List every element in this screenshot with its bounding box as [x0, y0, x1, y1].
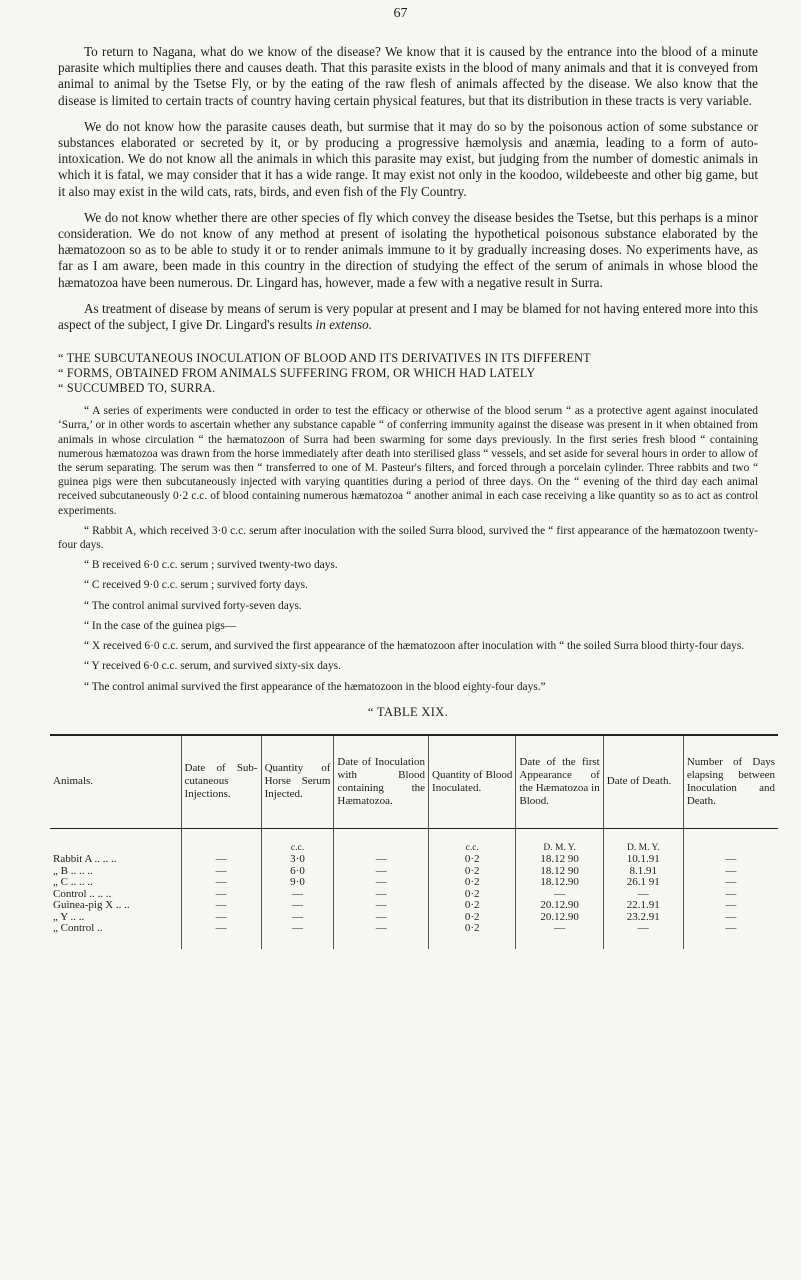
heading-line: “ THE SUBCUTANEOUS INOCULATION OF BLOOD AND ITS DERIVATIVES IN ITS DIFFERENT: [58, 351, 591, 366]
column-header: Quantity of Horse Serum Injected.: [261, 735, 334, 829]
table-row: [50, 877, 778, 889]
table-cell: —: [181, 912, 261, 924]
table-cell: 18.12.90: [516, 877, 603, 889]
in-extenso-italic: in extenso.: [315, 317, 373, 333]
table-units-row: [50, 828, 778, 854]
table-cell: —: [334, 854, 429, 866]
paragraph-in-extenso: [58, 301, 758, 333]
table-cell: 0·2: [429, 900, 516, 912]
column-header: Date of Sub-cutaneous Injections.: [181, 735, 261, 829]
table-cell: 9·0: [261, 877, 334, 889]
table-cell: 20.12.90: [516, 912, 603, 924]
table-row: [50, 889, 778, 901]
table-cell: —: [181, 889, 261, 901]
table-row: [50, 854, 778, 866]
table-cell: —: [181, 854, 261, 866]
table-cell: —: [683, 877, 778, 889]
page-number: 67: [393, 6, 408, 21]
table-cell: —: [683, 912, 778, 924]
table-cell: —: [261, 889, 334, 901]
table-cell: 3·0: [261, 854, 334, 866]
table-cell: —: [683, 900, 778, 912]
table-cell: 0·2: [429, 889, 516, 901]
quote-paragraph: “ A series of experiments were conducted in order to test the efficacy or otherwise of the blood serum “ as a protective agent against inoculated ‘Surra,’ or in other words to ascertain whether any substance capable “ of conferring immunity against the disease was present in it when obtained from animals in whose circulation “ the hæmatozoon of Surra had been swarming for some days previously. In the first series fresh blood “ containing numerous hæmatozoa was drawn from the horse immediately after death into sterilised glass “ vessels, and set aside for several hours in order to allow of the serum separating. The serum was then “ transferred to one of M. Pasteur's filters, and forced through a porcelain cylinder. Three rabbits and two “ guinea pigs were then subcutaneously injected with varying quantities during a period of three days. On the “ evening of the third day each animal received subcutaneously 0·2 c.c. of blood containing numerous hæmatozoa “ another animal in each case receiving a like quantity so as to act as control experiments.: [58, 405, 758, 517]
table-cell: —: [181, 866, 261, 878]
paragraph: We do not know whether there are other species of fly which convey the disease besides the Tsetse, but this perhaps is a minor consideration. We do not know of any method at present of isolating the hypothetical poisonous substance elaborated by the hæmatozoon so as to be able to study it or to render animals immune to it by gradually increasing doses. No experiments have, as far as I am aware, been made in this country in the direction of studying the effect of the serum of animals in whose blood the hæmatozoa have been numerous. Dr. Lingard has, however, made a few with a negative result in Surra.: [58, 209, 758, 290]
quote-paragraph: “ B received 6·0 c.c. serum ; survived twenty-two days.: [84, 559, 338, 572]
table-cell: —: [181, 877, 261, 889]
table-row: [50, 900, 778, 912]
table-cell: 23.2.91: [603, 912, 683, 924]
table-cell: —: [603, 923, 683, 949]
table-cell: „ C .. .. ..: [53, 876, 93, 889]
table-title: “ TABLE XIX.: [367, 704, 449, 719]
paragraph-text: As treatment of disease by means of serum is very popular at present and I may be blamed for not having entered more into this aspect of the subject, I give Dr. Lingard's results: [58, 300, 758, 333]
table-cell: —: [334, 900, 429, 912]
table-cell: —: [334, 912, 429, 924]
paragraph: We do not know how the parasite causes death, but surmise that it may do so by the poisonous action of some substance or substances elaborated or secreted by it, or by producing a progressive hæmolysis and anæmia, leading to a form of auto-intoxication. We do not know all the animals in which this parasite may exist, but judging from the number of domestic animals in which it is fatal, we may consider that it has a wide range. It may exist not only in the koodoo, wildebeeste and other big game, but it also may exist in the wild cats, rats, birds, and even fish of the Fly Country.: [58, 118, 758, 199]
table-cell: —: [334, 923, 429, 949]
table-cell: —: [516, 923, 603, 949]
table-cell: —: [334, 866, 429, 878]
table-cell: „ Control ..: [53, 922, 103, 935]
table-cell: D. M. Y.: [603, 828, 683, 854]
column-header: Animals.: [50, 735, 181, 829]
table-cell: Control .. .. ..: [53, 887, 112, 900]
table-row: [50, 866, 778, 878]
table-cell: 18.12 90: [516, 866, 603, 878]
column-header: Quantity of Blood Inoculated.: [429, 735, 516, 829]
table-row: [50, 923, 778, 949]
column-header: Number of Days elapsing between Inoculation and Death.: [683, 735, 778, 829]
table-cell: —: [181, 923, 261, 949]
table-cell: c.c.: [429, 828, 516, 854]
table-cell: 22.1.91: [603, 900, 683, 912]
table-cell: —: [261, 900, 334, 912]
column-header: Date of the first Appearance of the Hæmatozoa in Blood.: [516, 735, 603, 829]
table-cell: —: [603, 889, 683, 901]
table-cell: 6·0: [261, 866, 334, 878]
table-cell: [334, 828, 429, 854]
page-body: [53, 44, 775, 949]
table-cell: 0·2: [429, 923, 516, 949]
table-cell: [181, 828, 261, 854]
column-header: Date of Inoculation with Blood containing the Hæmatozoa.: [334, 735, 429, 829]
table-row: [50, 912, 778, 924]
table-cell: —: [181, 900, 261, 912]
quoted-results: [58, 404, 758, 693]
table-cell: 10.1.91: [603, 854, 683, 866]
table-cell: [683, 828, 778, 854]
table-cell: —: [683, 854, 778, 866]
table-cell: [50, 828, 181, 854]
table-cell: 18.12 90: [516, 854, 603, 866]
quote-paragraph: “ Y received 6·0 c.c. serum, and survived sixty-six days.: [84, 660, 341, 673]
section-heading: [58, 351, 758, 396]
table-cell: „ Y .. ..: [53, 910, 85, 923]
table-cell: 0·2: [429, 866, 516, 878]
results-table: [50, 734, 778, 949]
column-header: Date of Death.: [603, 735, 683, 829]
table-header-row: [50, 735, 778, 829]
table-cell: „ B .. .. ..: [53, 864, 93, 877]
heading-line: “ SUCCUMBED TO, SURRA.: [58, 381, 216, 396]
table-cell: 26.1 91: [603, 877, 683, 889]
heading-line: “ FORMS, OBTAINED FROM ANIMALS SUFFERING FROM, OR WHICH HAD LATELY: [58, 366, 536, 381]
table-cell: —: [516, 889, 603, 901]
quote-paragraph: “ The control animal survived the first appearance of the hæmatozoon in the blood eighty-four days.”: [84, 680, 546, 693]
table-cell: 0·2: [429, 877, 516, 889]
quote-paragraph: “ In the case of the guinea pigs—: [84, 619, 237, 632]
table-cell: —: [334, 889, 429, 901]
table-cell: —: [261, 912, 334, 924]
table-cell: —: [683, 923, 778, 949]
table-cell: D. M. Y.: [516, 828, 603, 854]
table-cell: 20.12.90: [516, 900, 603, 912]
table-cell: 8.1.91: [603, 866, 683, 878]
table-cell: —: [683, 866, 778, 878]
quote-paragraph: “ Rabbit A, which received 3·0 c.c. serum after inoculation with the soiled Surra blood, survived the “ first appearance of the hæmatozoon twenty-four days.: [58, 524, 758, 552]
quote-paragraph: “ X received 6·0 c.c. serum, and survived the first appearance of the hæmatozoon after inoculation with “ the soiled Surra blood thirty-four days.: [84, 640, 745, 653]
paragraph: To return to Nagana, what do we know of the disease? We know that it is caused by the entrance into the blood of a minute parasite which multiplies there and causes death. That this parasite exists in the blood of many animals and that it is conveyed from animal to animal by the Tsetse Fly, or by the eating of the raw flesh of animals affected by the disease. We also know that the disease is limited to certain tracts of country having certain physical features, but that its distribution in these tracts is very variable.: [58, 44, 758, 108]
table-cell: —: [261, 923, 334, 949]
quote-paragraph: “ C received 9·0 c.c. serum ; survived forty days.: [84, 579, 308, 592]
table-cell: 0·2: [429, 854, 516, 866]
table-cell: c.c.: [261, 828, 334, 854]
table-cell: 0·2: [429, 912, 516, 924]
table-cell: —: [334, 877, 429, 889]
table-cell: Guinea-pig X .. ..: [53, 899, 130, 912]
quote-paragraph: “ The control animal survived forty-seven days.: [84, 599, 302, 612]
table-cell: —: [683, 889, 778, 901]
table-cell: Rabbit A .. .. ..: [53, 853, 117, 866]
